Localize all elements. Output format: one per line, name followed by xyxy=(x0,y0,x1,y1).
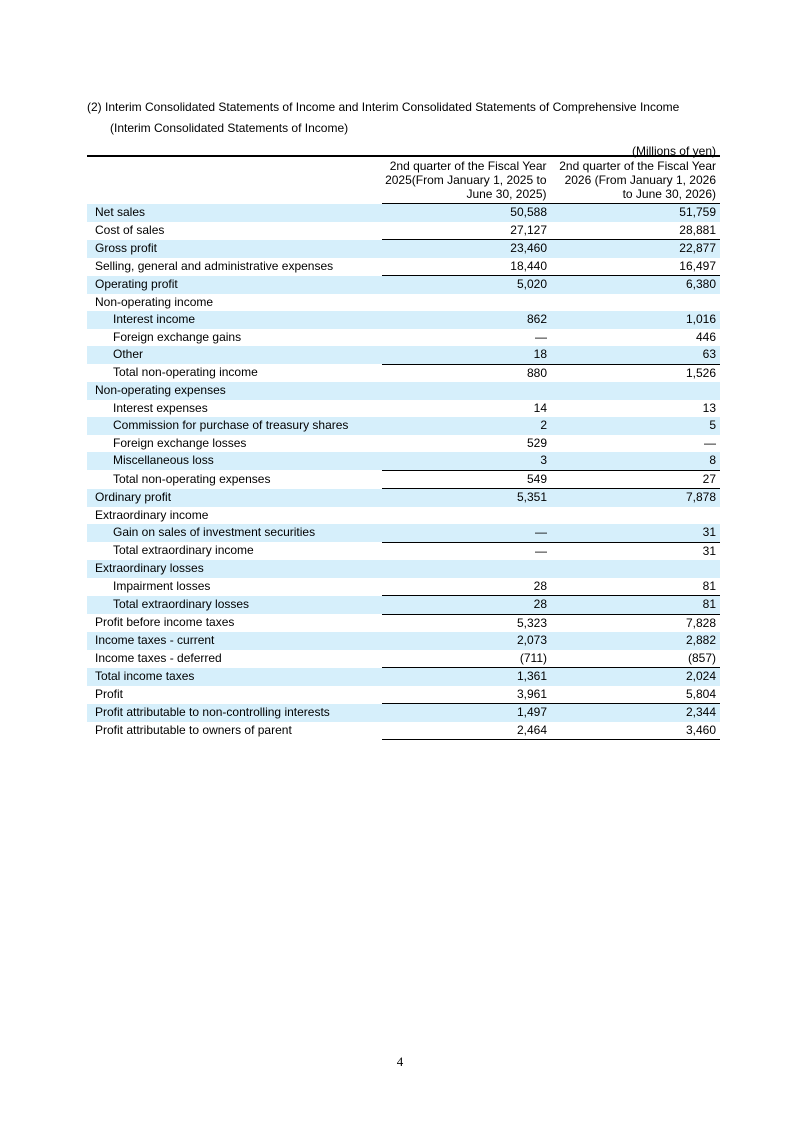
table-row xyxy=(87,329,720,347)
table-header-row xyxy=(87,157,720,204)
table-row xyxy=(87,417,720,435)
value-fy2026: (857) xyxy=(551,650,720,668)
value-fy2025 xyxy=(382,507,551,525)
value-fy2025: 2,464 xyxy=(382,722,551,740)
row-label: Total non-operating expenses xyxy=(113,471,271,486)
value-fy2026: — xyxy=(704,435,716,450)
value-fy2026 xyxy=(551,382,720,400)
row-label: Profit xyxy=(95,686,124,701)
value-fy2026: 6,380 xyxy=(551,276,720,294)
value-fy2026: 16,497 xyxy=(551,258,720,276)
row-label: Total income taxes xyxy=(87,668,382,686)
table-row xyxy=(87,276,720,294)
table-row xyxy=(87,435,720,453)
value-fy2026: 31 xyxy=(551,524,720,542)
value-fy2025: 1,497 xyxy=(382,704,551,722)
row-label: Impairment losses xyxy=(113,578,211,593)
row-label: Net sales xyxy=(87,204,382,222)
value-fy2026: 13 xyxy=(702,400,716,415)
row-label: Non-operating income xyxy=(95,294,214,309)
value-fy2025 xyxy=(382,382,551,400)
row-label: Cost of sales xyxy=(95,222,165,237)
value-fy2025: 2 xyxy=(382,417,551,435)
value-fy2026: 2,344 xyxy=(551,704,720,722)
value-fy2025: — xyxy=(535,329,547,344)
value-fy2026: 2,882 xyxy=(551,632,720,650)
row-label: Total extraordinary losses xyxy=(87,596,382,615)
column-header-fy2026: 2nd quarter of the Fiscal Year 2026 (From January 1, 2026 to June 30, 2026) xyxy=(551,157,720,204)
value-fy2026: 51,759 xyxy=(551,204,720,222)
income-statement-table xyxy=(87,157,720,740)
row-label: Profit before income taxes xyxy=(95,615,235,630)
row-label: Non-operating expenses xyxy=(87,382,382,400)
row-label: Total non-operating income xyxy=(113,365,258,380)
value-fy2025: — xyxy=(535,543,547,558)
table-row xyxy=(87,668,720,686)
value-fy2025: 3,961 xyxy=(382,686,551,704)
value-fy2026: 7,828 xyxy=(685,615,716,630)
table-row xyxy=(87,470,720,489)
section-title: (2) Interim Consolidated Statements of Income and Interim Consolidated Statements of Comprehensive Income xyxy=(87,100,680,114)
value-fy2025: 2,073 xyxy=(382,632,551,650)
value-fy2026: 446 xyxy=(695,329,716,344)
value-fy2025: 3 xyxy=(382,452,551,470)
value-fy2026 xyxy=(551,560,720,578)
value-fy2026: 7,878 xyxy=(551,489,720,507)
page-number: 4 xyxy=(396,1054,404,1069)
value-fy2025: 28 xyxy=(382,578,551,596)
table-row xyxy=(87,686,720,704)
table-row xyxy=(87,258,720,276)
table-row xyxy=(87,614,720,632)
row-label: Commission for purchase of treasury shares xyxy=(87,417,382,435)
value-fy2026: 3,460 xyxy=(551,722,720,740)
column-header-fy2025: 2nd quarter of the Fiscal Year 2025(From January 1, 2025 to June 30, 2025) xyxy=(382,157,551,204)
table-row xyxy=(87,578,720,596)
row-label: Extraordinary losses xyxy=(87,560,382,578)
table-row xyxy=(87,524,720,542)
value-fy2026: 22,877 xyxy=(551,240,720,258)
value-fy2025: 50,588 xyxy=(382,204,551,222)
row-label: Profit attributable to non-controlling interests xyxy=(87,704,382,722)
value-fy2025: 5,351 xyxy=(382,489,551,507)
table-row xyxy=(87,311,720,329)
value-fy2026: 1,526 xyxy=(685,365,716,380)
value-fy2025: 14 xyxy=(533,400,547,415)
value-fy2025: 5,020 xyxy=(382,276,551,294)
row-label: Total extraordinary income xyxy=(113,543,254,558)
row-label: Gross profit xyxy=(87,240,382,258)
value-fy2025: (711) xyxy=(382,650,551,668)
table-row xyxy=(87,346,720,364)
table-row xyxy=(87,240,720,258)
value-fy2025: 23,460 xyxy=(382,240,551,258)
table-row xyxy=(87,400,720,418)
value-fy2025 xyxy=(382,294,551,312)
row-label: Interest income xyxy=(87,311,382,329)
statement-body xyxy=(87,204,720,740)
value-fy2025: 18,440 xyxy=(382,258,551,276)
row-label: Ordinary profit xyxy=(87,489,382,507)
table-row xyxy=(87,382,720,400)
table-row xyxy=(87,596,720,615)
row-label: Operating profit xyxy=(87,276,382,294)
table-row xyxy=(87,704,720,722)
table-row xyxy=(87,722,720,740)
value-fy2025: 862 xyxy=(382,311,551,329)
value-fy2025 xyxy=(382,560,551,578)
table-row xyxy=(87,489,720,507)
table-row xyxy=(87,542,720,560)
value-fy2025: 18 xyxy=(382,346,551,364)
value-fy2026: 2,024 xyxy=(551,668,720,686)
unit-note: (Millions of yen) xyxy=(631,144,716,158)
value-fy2025: 529 xyxy=(526,435,547,450)
label-column-header xyxy=(87,157,382,204)
value-fy2025: 549 xyxy=(382,470,551,489)
table-row xyxy=(87,222,720,240)
value-fy2026 xyxy=(551,294,720,312)
value-fy2026: 1,016 xyxy=(551,311,720,329)
value-fy2025: — xyxy=(382,524,551,542)
value-fy2025: 27,127 xyxy=(382,222,551,240)
table-row xyxy=(87,507,720,525)
value-fy2026: 5,804 xyxy=(551,686,720,704)
value-fy2025: 880 xyxy=(526,365,547,380)
value-fy2025: 1,361 xyxy=(382,668,551,686)
row-label: Selling, general and administrative expenses xyxy=(95,258,334,273)
row-label: Foreign exchange gains xyxy=(113,329,242,344)
row-label: Profit attributable to owners of parent xyxy=(95,722,292,737)
row-label: Income taxes - deferred xyxy=(95,650,222,665)
row-label: Other xyxy=(87,346,382,364)
value-fy2025: 5,323 xyxy=(516,615,547,630)
row-label: Miscellaneous loss xyxy=(87,452,382,470)
value-fy2026 xyxy=(551,507,720,525)
table-row xyxy=(87,650,720,668)
value-fy2026: 5 xyxy=(551,417,720,435)
value-fy2026: 81 xyxy=(551,578,720,596)
row-label: Gain on sales of investment securities xyxy=(87,524,382,542)
statement-subtitle: (Interim Consolidated Statements of Income) xyxy=(110,121,349,135)
row-label: Income taxes - current xyxy=(87,632,382,650)
row-label: Extraordinary income xyxy=(95,507,209,522)
value-fy2026: 81 xyxy=(551,596,720,615)
value-fy2026: 63 xyxy=(551,346,720,364)
table-row xyxy=(87,632,720,650)
row-label: Foreign exchange losses xyxy=(113,435,247,450)
table-row xyxy=(87,560,720,578)
value-fy2026: 28,881 xyxy=(551,222,720,240)
value-fy2026: 27 xyxy=(551,470,720,489)
row-label: Interest expenses xyxy=(113,400,208,415)
value-fy2026: 8 xyxy=(551,452,720,470)
table-row xyxy=(87,452,720,470)
table-row xyxy=(87,364,720,382)
table-row xyxy=(87,204,720,222)
table-row xyxy=(87,294,720,312)
value-fy2025: 28 xyxy=(382,596,551,615)
value-fy2026: 31 xyxy=(702,543,716,558)
